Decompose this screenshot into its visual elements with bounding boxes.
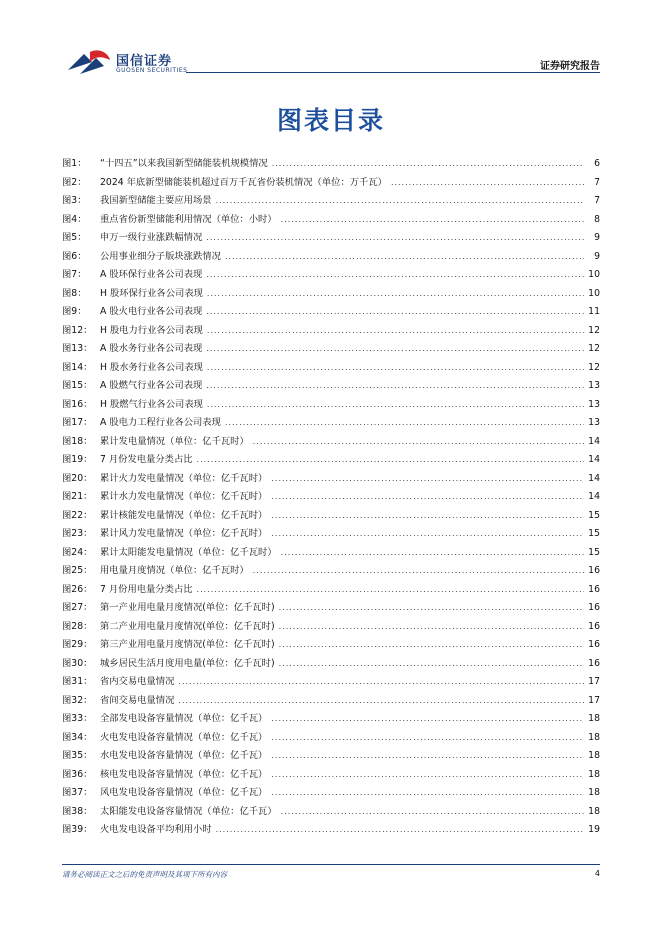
toc-entry-page: 19 bbox=[588, 824, 600, 835]
toc-entry[interactable] bbox=[62, 599, 600, 618]
toc-entry-page: 11 bbox=[588, 306, 600, 317]
toc-entry-page: 17 bbox=[588, 676, 600, 687]
toc-leader-dots bbox=[281, 803, 584, 822]
toc-entry-label: 图3： bbox=[62, 195, 87, 206]
toc-entry-title: 太阳能发电设备容量情况（单位：亿千瓦） bbox=[100, 805, 277, 817]
toc-leader-dots bbox=[279, 618, 584, 637]
toc-entry-label: 图36： bbox=[62, 768, 93, 780]
toc-entry[interactable] bbox=[62, 433, 600, 452]
toc-entry-page: 16 bbox=[588, 639, 600, 650]
toc-entry-title: A 股水务行业各公司表现 bbox=[100, 343, 203, 354]
toc-entry[interactable] bbox=[62, 229, 600, 248]
toc-entry-label: 图1： bbox=[62, 158, 87, 169]
toc-entry[interactable] bbox=[62, 636, 600, 655]
toc-entry-page: 10 bbox=[588, 269, 600, 280]
toc-entry-page: 8 bbox=[594, 213, 600, 225]
toc-entry-page: 18 bbox=[588, 750, 600, 761]
toc-entry-page: 15 bbox=[588, 546, 600, 558]
footer-divider bbox=[62, 864, 600, 865]
toc-leader-dots bbox=[225, 414, 584, 433]
toc-entry-title: A 股电力工程行业各公司表现 bbox=[100, 417, 221, 428]
toc-entry-title: 累计太阳能发电量情况（单位：亿千瓦时） bbox=[100, 546, 277, 558]
toc-entry-page: 9 bbox=[594, 232, 600, 243]
toc-entry[interactable] bbox=[62, 303, 600, 322]
toc-leader-dots bbox=[271, 784, 584, 803]
toc-entry-page: 13 bbox=[588, 380, 600, 391]
toc-leader-dots bbox=[271, 729, 584, 748]
toc-entry-label: 图20： bbox=[62, 472, 93, 484]
toc-leader-dots bbox=[271, 507, 584, 526]
toc-entry-page: 16 bbox=[588, 583, 600, 595]
toc-entry-page: 17 bbox=[588, 694, 600, 706]
toc-entry-page: 10 bbox=[588, 287, 600, 299]
toc-entry[interactable] bbox=[62, 655, 600, 674]
toc-leader-dots bbox=[271, 525, 584, 544]
toc-entry-label: 图30： bbox=[62, 657, 93, 669]
toc-entry-title: 累计水力发电量情况（单位：亿千瓦时） bbox=[100, 491, 268, 502]
toc-entry-page: 7 bbox=[594, 176, 600, 188]
toc-entry-page: 12 bbox=[588, 361, 600, 373]
toc-leader-dots bbox=[271, 470, 584, 489]
toc-entry[interactable] bbox=[62, 525, 600, 544]
toc-entry-label: 图22： bbox=[62, 509, 93, 521]
toc-entry[interactable] bbox=[62, 248, 600, 267]
logo-name-en: GUOSEN SECURITIES bbox=[116, 67, 188, 74]
toc-entry-page: 15 bbox=[588, 528, 600, 539]
toc-entry-title: 我国新型储能主要应用场景 bbox=[100, 195, 212, 206]
toc-entry-page: 18 bbox=[588, 731, 600, 743]
toc-leader-dots bbox=[271, 766, 584, 785]
toc-entry-label: 图8： bbox=[62, 287, 87, 299]
toc-entry[interactable] bbox=[62, 155, 600, 174]
toc-entry[interactable] bbox=[62, 729, 600, 748]
toc-entry-page: 15 bbox=[588, 509, 600, 521]
toc-entry-title: 省间交易电量情况 bbox=[100, 694, 175, 706]
toc-entry-page: 18 bbox=[588, 768, 600, 780]
toc-entry-label: 图39： bbox=[62, 824, 93, 835]
toc-leader-dots bbox=[206, 303, 584, 322]
toc-entry-title: 第三产业用电量月度情况(单位：亿千瓦时) bbox=[100, 639, 275, 650]
toc-entry-title: A 股燃气行业各公司表现 bbox=[100, 380, 203, 391]
toc-leader-dots bbox=[279, 655, 584, 674]
toc-entry-page: 18 bbox=[588, 787, 600, 798]
toc-leader-dots bbox=[281, 211, 584, 230]
toc-entry-page: 13 bbox=[588, 417, 600, 428]
toc-entry[interactable] bbox=[62, 285, 600, 304]
toc-entry-label: 图34： bbox=[62, 731, 93, 743]
toc-entry-title: 申万一级行业涨跌幅情况 bbox=[100, 232, 203, 243]
toc-entry-label: 图15： bbox=[62, 380, 93, 391]
toc-entry-page: 6 bbox=[594, 158, 600, 169]
toc-entry-label: 图6： bbox=[62, 250, 87, 262]
toc-leader-dots bbox=[271, 488, 584, 507]
toc-entry[interactable] bbox=[62, 710, 600, 729]
toc-entry[interactable] bbox=[62, 174, 600, 193]
toc-entry-label: 图28： bbox=[62, 620, 93, 632]
toc-entry[interactable] bbox=[62, 784, 600, 803]
toc-entry[interactable] bbox=[62, 266, 600, 285]
toc-entry-title: 全部发电设备容量情况（单位：亿千瓦） bbox=[100, 713, 268, 724]
toc-entry[interactable] bbox=[62, 451, 600, 470]
toc-entry-title: 7 月份用电量分类占比 bbox=[100, 583, 193, 595]
toc-entry-title: A 股火电行业各公司表现 bbox=[100, 306, 203, 317]
toc-entry-label: 图35： bbox=[62, 750, 93, 761]
toc-entry-page: 9 bbox=[594, 250, 600, 262]
toc-entry-label: 图9： bbox=[62, 306, 87, 317]
toc-leader-dots bbox=[207, 285, 584, 304]
toc-entry-title: 7 月份发电量分类占比 bbox=[100, 454, 193, 465]
toc-entry-title: 火电发电设备容量情况（单位：亿千瓦） bbox=[100, 731, 268, 743]
toc-entry[interactable] bbox=[62, 766, 600, 785]
toc-leader-dots bbox=[216, 821, 584, 840]
toc-entry-page: 18 bbox=[588, 805, 600, 817]
toc-entry-title: 2024 年底新型储能装机超过百万千瓦省份装机情况（单位：万千瓦） bbox=[100, 176, 387, 188]
toc-entry-label: 图25： bbox=[62, 565, 93, 576]
toc-leader-dots bbox=[178, 692, 584, 711]
toc-entry[interactable] bbox=[62, 470, 600, 489]
toc-leader-dots bbox=[206, 340, 584, 359]
toc-leader-dots bbox=[197, 581, 584, 600]
toc-entry-label: 图27： bbox=[62, 602, 93, 613]
toc-entry[interactable] bbox=[62, 322, 600, 341]
toc-entry-page: 14 bbox=[588, 472, 600, 484]
toc-entry-title: 公用事业细分子版块涨跌情况 bbox=[100, 250, 221, 262]
toc-entry-label: 图37： bbox=[62, 787, 93, 798]
toc-leader-dots bbox=[271, 747, 584, 766]
toc-leader-dots bbox=[206, 266, 584, 285]
toc-entry-title: “十四五”以来我国新型储能装机规模情况 bbox=[100, 158, 268, 169]
toc-entry-title: 第一产业用电量月度情况(单位：亿千瓦时) bbox=[100, 602, 275, 613]
toc-entry-title: H 股环保行业各公司表现 bbox=[100, 287, 203, 299]
table-of-figures bbox=[62, 155, 600, 840]
page-title: 图表目录 bbox=[276, 106, 385, 135]
toc-leader-dots bbox=[197, 451, 584, 470]
toc-entry-label: 图19： bbox=[62, 454, 93, 465]
toc-entry-label: 图29： bbox=[62, 639, 93, 650]
toc-leader-dots bbox=[253, 433, 584, 452]
toc-entry-title: 城乡居民生活月度用电量(单位：亿千瓦时) bbox=[100, 657, 275, 669]
toc-leader-dots bbox=[225, 248, 584, 267]
toc-entry-label: 图4： bbox=[62, 213, 87, 225]
toc-entry[interactable] bbox=[62, 377, 600, 396]
toc-entry[interactable] bbox=[62, 692, 600, 711]
toc-entry[interactable] bbox=[62, 821, 600, 840]
toc-entry[interactable] bbox=[62, 414, 600, 433]
toc-entry-label: 图21： bbox=[62, 491, 93, 502]
toc-leader-dots bbox=[279, 599, 584, 618]
toc-entry-label: 图12： bbox=[62, 324, 93, 336]
toc-entry-page: 16 bbox=[588, 565, 600, 576]
toc-entry-page: 16 bbox=[588, 657, 600, 669]
toc-entry-label: 图38： bbox=[62, 805, 93, 817]
toc-entry-title: 累计核能发电量情况（单位：亿千瓦时） bbox=[100, 509, 268, 521]
toc-entry[interactable] bbox=[62, 803, 600, 822]
toc-entry-label: 图14： bbox=[62, 361, 93, 373]
toc-entry-page: 13 bbox=[588, 398, 600, 410]
toc-leader-dots bbox=[253, 562, 584, 581]
toc-leader-dots bbox=[271, 710, 584, 729]
toc-leader-dots bbox=[207, 359, 584, 378]
toc-entry-page: 18 bbox=[588, 713, 600, 724]
toc-entry-title: 水电发电设备容量情况（单位：亿千瓦） bbox=[100, 750, 268, 761]
toc-leader-dots bbox=[216, 192, 584, 211]
toc-entry-label: 图13： bbox=[62, 343, 93, 354]
toc-entry-label: 图5： bbox=[62, 232, 87, 243]
toc-entry[interactable] bbox=[62, 192, 600, 211]
toc-entry-label: 图24： bbox=[62, 546, 93, 558]
toc-entry-title: H 股电力行业各公司表现 bbox=[100, 324, 203, 336]
toc-entry[interactable] bbox=[62, 396, 600, 415]
guosen-logo-icon bbox=[66, 48, 112, 78]
toc-entry-label: 图33： bbox=[62, 713, 93, 724]
toc-entry-label: 图32： bbox=[62, 694, 93, 706]
toc-leader-dots bbox=[178, 673, 584, 692]
toc-leader-dots bbox=[206, 229, 584, 248]
toc-leader-dots bbox=[207, 396, 584, 415]
header-divider bbox=[186, 72, 600, 73]
toc-entry-title: 省内交易电量情况 bbox=[100, 676, 175, 687]
toc-entry-title: 风电发电设备容量情况（单位：亿千瓦） bbox=[100, 787, 268, 798]
toc-entry-title: 累计发电量情况（单位：亿千瓦时） bbox=[100, 435, 249, 447]
toc-entry[interactable] bbox=[62, 673, 600, 692]
toc-entry[interactable] bbox=[62, 618, 600, 637]
toc-entry-title: H 股水务行业各公司表现 bbox=[100, 361, 203, 373]
toc-entry[interactable] bbox=[62, 581, 600, 600]
toc-leader-dots bbox=[206, 377, 584, 396]
toc-entry-label: 图7： bbox=[62, 269, 87, 280]
toc-entry[interactable] bbox=[62, 562, 600, 581]
toc-entry-page: 7 bbox=[594, 195, 600, 206]
toc-entry-label: 图17： bbox=[62, 417, 93, 428]
toc-entry[interactable] bbox=[62, 340, 600, 359]
toc-entry[interactable] bbox=[62, 488, 600, 507]
toc-entry-label: 图23： bbox=[62, 528, 93, 539]
toc-leader-dots bbox=[207, 322, 584, 341]
toc-entry-title: 第二产业用电量月度情况(单位：亿千瓦时) bbox=[100, 620, 275, 632]
toc-entry-label: 图2： bbox=[62, 176, 87, 188]
toc-entry[interactable] bbox=[62, 359, 600, 378]
toc-entry-page: 14 bbox=[588, 454, 600, 465]
toc-entry-label: 图31： bbox=[62, 676, 93, 687]
toc-leader-dots bbox=[279, 636, 584, 655]
toc-entry-page: 14 bbox=[588, 435, 600, 447]
toc-entry-label: 图18： bbox=[62, 435, 93, 447]
toc-entry[interactable] bbox=[62, 211, 600, 230]
toc-leader-dots bbox=[391, 174, 584, 193]
toc-entry-title: 累计风力发电量情况（单位：亿千瓦时） bbox=[100, 528, 268, 539]
toc-entry[interactable] bbox=[62, 747, 600, 766]
toc-entry-page: 12 bbox=[588, 343, 600, 354]
toc-entry-title: A 股环保行业各公司表现 bbox=[100, 269, 203, 280]
toc-entry-label: 图16： bbox=[62, 398, 93, 410]
footer-disclaimer: 请务必阅读正文之后的免责声明及其项下所有内容 bbox=[62, 870, 227, 879]
toc-entry-page: 14 bbox=[588, 491, 600, 502]
toc-entry-page: 16 bbox=[588, 602, 600, 613]
toc-entry-page: 16 bbox=[588, 620, 600, 632]
toc-entry-title: 累计火力发电量情况（单位：亿千瓦时） bbox=[100, 472, 268, 484]
page-number: 4 bbox=[594, 869, 600, 878]
toc-entry-title: 重点省份新型储能利用情况（单位：小时） bbox=[100, 213, 277, 225]
toc-entry-title: H 股燃气行业各公司表现 bbox=[100, 398, 203, 410]
toc-entry-title: 核电发电设备容量情况（单位：亿千瓦） bbox=[100, 768, 268, 780]
page-header bbox=[0, 0, 662, 80]
toc-entry-title: 用电量月度情况（单位：亿千瓦时） bbox=[100, 565, 249, 576]
report-type-label: 证券研究报告 bbox=[540, 61, 600, 72]
toc-leader-dots bbox=[281, 544, 584, 563]
toc-entry-title: 火电发电设备平均利用小时 bbox=[100, 824, 212, 835]
toc-entry-label: 图26： bbox=[62, 583, 93, 595]
toc-entry[interactable] bbox=[62, 544, 600, 563]
toc-leader-dots bbox=[272, 155, 584, 174]
logo-name-cn: 国信证券 bbox=[116, 54, 173, 69]
toc-entry[interactable] bbox=[62, 507, 600, 526]
toc-entry-page: 12 bbox=[588, 324, 600, 336]
